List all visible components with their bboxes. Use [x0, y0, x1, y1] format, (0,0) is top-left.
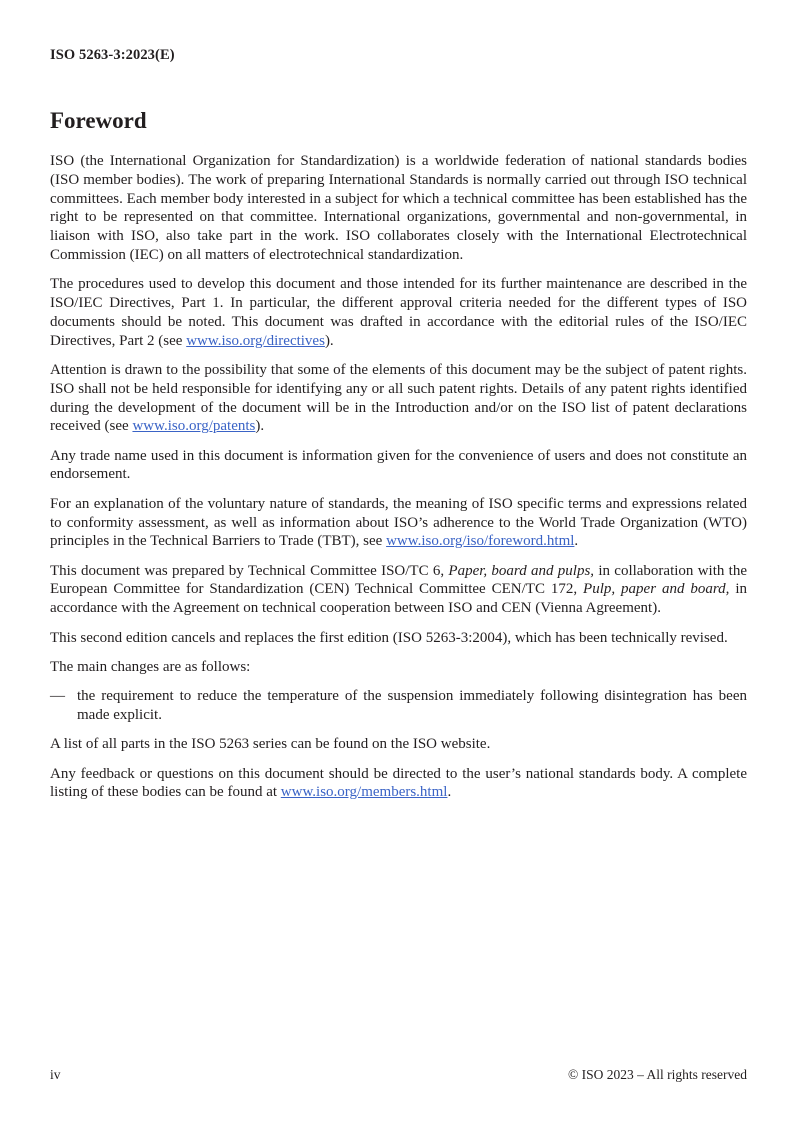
list-item-text: the requirement to reduce the temperature of the suspension immediately following disintegration has been made explicit.: [77, 688, 747, 723]
text-run: in accordance with the Agreement on technical cooperation between ISO and CEN (Vienna Agreement).: [50, 581, 747, 617]
page-number: iv: [50, 1067, 61, 1082]
paragraph-series: [50, 735, 747, 754]
paragraph-procedures: [50, 275, 747, 350]
paragraph-main-changes: [50, 658, 747, 677]
paragraph-second-edition: [50, 629, 747, 648]
text-run: This second edition cancels and replaces the first edition (ISO 5263-3:2004), which has been technically revised.: [50, 629, 728, 646]
text-run: ).: [324, 332, 334, 349]
text-run: A list of all parts in the ISO 5263 series can be found on the ISO website.: [50, 736, 491, 753]
link-iso-directives[interactable]: www.iso.org/directives: [186, 332, 325, 349]
text-run: .: [574, 533, 579, 550]
text-run: This document was prepared by Technical Committee ISO/TC 6,: [50, 562, 449, 579]
paragraph-patents: [50, 361, 747, 436]
text-run: in collaboration with the European Committee for Standardization (CEN) Technical Committee CEN/TC 172,: [50, 562, 747, 598]
paragraph-committee: [50, 562, 747, 618]
italic-committee-title-2: Pulp, paper and board,: [583, 581, 730, 598]
page-title: Foreword: [50, 108, 147, 133]
link-iso-members[interactable]: www.iso.org/members.html: [280, 784, 448, 801]
text-run: Attention is drawn to the possibility that some of the elements of this document may be the subject of patent rights. ISO shall not be held responsible for identifying any or all such patent rights. Details of any patent rights identified during the development of the document will be in the Introduction and/or on the ISO list of patent declarations received (see: [50, 361, 747, 435]
text-run: Any trade name used in this document is information given for the convenience of users and does not constitute an endorsement.: [50, 447, 747, 483]
paragraph-wto: [50, 495, 747, 551]
list-item-change-1: [50, 687, 747, 725]
list-dash: —: [50, 688, 65, 705]
link-iso-patents[interactable]: www.iso.org/patents: [132, 418, 256, 435]
text-run: The main changes are as follows:: [50, 658, 251, 675]
text-run: .: [447, 784, 452, 801]
paragraph-iso-federation: [50, 152, 747, 265]
italic-committee-title-1: Paper, board and pulps,: [448, 562, 595, 579]
paragraph-feedback: [50, 765, 747, 803]
document-identifier: ISO 5263-3:2023(E): [50, 47, 175, 63]
text-run: Any feedback or questions on this document should be directed to the user’s national standards body. A complete listing of these bodies can be found at: [50, 765, 747, 801]
text-run: ISO (the International Organization for Standardization) is a worldwide federation of national standards bodies (ISO member bodies). The work of preparing International Standards is normally carried out through ISO technical committees. Each member body interested in a subject for which a technical committee has been established has the right to be represented on that committee. International organizations, governmental and non-governmental, in liaison with ISO, also take part in the work. ISO collaborates closely with the International Electrotechnical Commission (IEC) on all matters of electrotechnical standardization.: [50, 153, 747, 263]
paragraph-trade-name: [50, 447, 747, 485]
link-iso-foreword[interactable]: www.iso.org/iso/foreword.html: [386, 533, 575, 550]
text-run: The procedures used to develop this document and those intended for its further maintenance are described in the ISO/IEC Directives, Part 1. In particular, the different approval criteria needed for the different types of ISO documents should be noted. This document was drafted in accordance with the editorial rules of the ISO/IEC Directives, Part 2 (see: [50, 276, 747, 349]
text-run: ).: [255, 418, 265, 435]
page-footer: [50, 1066, 747, 1083]
text-run: For an explanation of the voluntary nature of standards, the meaning of ISO specific terms and expressions related to conformity assessment, as well as information about ISO’s adherence to the World Trade Organization (WTO) principles in the Technical Barriers to Trade (TBT), see: [50, 495, 747, 550]
copyright-notice: © ISO 2023 – All rights reserved: [568, 1067, 747, 1082]
